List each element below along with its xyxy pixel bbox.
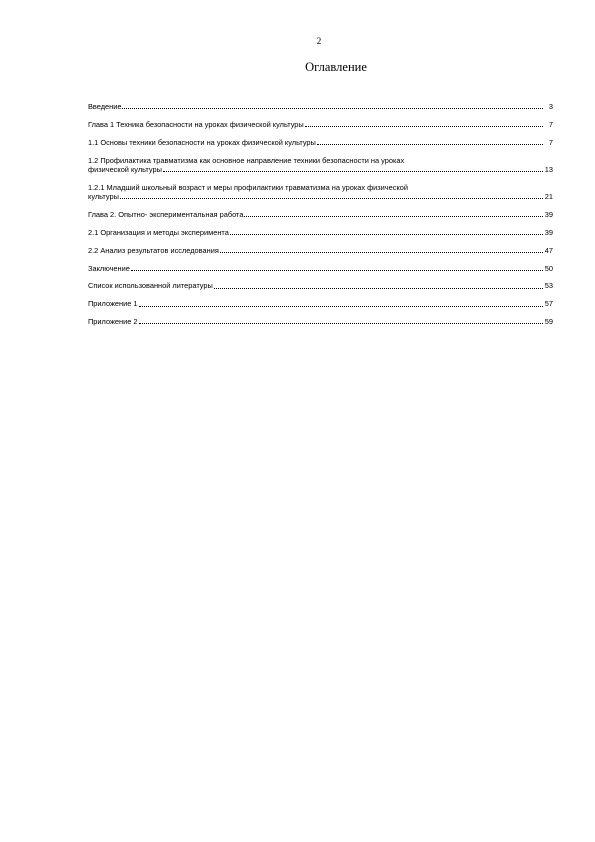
toc-page-number: 21 bbox=[544, 191, 553, 201]
toc-entry-line bbox=[88, 281, 553, 290]
toc-entry-line bbox=[88, 120, 553, 129]
toc-leader-dots bbox=[139, 322, 543, 324]
page-title: Оглавление bbox=[305, 60, 367, 74]
toc-page-number: 39 bbox=[544, 227, 553, 237]
toc-entry[interactable] bbox=[88, 246, 553, 255]
toc-leader-dots bbox=[139, 305, 543, 307]
toc-page-number: 13 bbox=[544, 164, 553, 174]
toc-leader-dots bbox=[305, 125, 543, 127]
toc-page-number: 39 bbox=[544, 209, 553, 219]
toc-entry-title: физической культуры bbox=[88, 164, 162, 174]
toc-entry-title: Приложение 2 bbox=[88, 317, 138, 327]
toc-entry-title: Приложение 1 bbox=[88, 299, 138, 309]
toc-entry-line bbox=[88, 246, 553, 255]
toc-entry-line bbox=[88, 138, 553, 147]
toc-entry-title: Глава 2. Опытно- экспериментальная работа bbox=[88, 209, 244, 219]
toc-entry-line bbox=[88, 165, 553, 174]
toc-entry-title: культуры bbox=[88, 191, 119, 201]
table-of-contents bbox=[88, 102, 553, 335]
toc-entry[interactable] bbox=[88, 317, 553, 326]
toc-entry-line bbox=[88, 210, 553, 219]
toc-page-number: 53 bbox=[544, 281, 553, 291]
toc-entry-title: 2.1 Организация и методы эксперимента bbox=[88, 227, 229, 237]
toc-leader-dots bbox=[120, 197, 543, 199]
toc-page-number: 47 bbox=[544, 245, 553, 255]
toc-page-number: 3 bbox=[548, 102, 553, 111]
toc-page-number: 7 bbox=[548, 119, 553, 129]
toc-page-number: 59 bbox=[544, 317, 553, 327]
toc-entry[interactable] bbox=[88, 138, 553, 147]
toc-leader-dots bbox=[244, 215, 542, 217]
toc-leader-dots bbox=[131, 269, 543, 271]
toc-entry-title: Заключение bbox=[88, 263, 130, 273]
toc-entry-title-line1: 1.2.1 Младший школьный возраст и меры профилактики травматизма на уроках физической bbox=[88, 182, 409, 192]
toc-leader-dots bbox=[230, 233, 543, 235]
toc-page-number: 57 bbox=[544, 299, 553, 309]
toc-entry-title: Введение bbox=[88, 102, 122, 111]
toc-entry[interactable] bbox=[88, 228, 553, 237]
toc-entry-title-line1: 1.2 Профилактика травматизма как основное направление техники безопасности на уроках bbox=[88, 155, 405, 165]
toc-entry-line bbox=[88, 264, 553, 273]
toc-entry-line bbox=[88, 102, 553, 111]
page-number: 2 bbox=[316, 36, 322, 46]
toc-entry-title: Глава 1 Техника безопасности на уроках физической культуры bbox=[88, 119, 304, 129]
toc-entry[interactable] bbox=[88, 183, 553, 201]
toc-leader-dots bbox=[122, 107, 543, 109]
toc-entry-line bbox=[88, 299, 553, 308]
toc-entry[interactable] bbox=[88, 299, 553, 308]
toc-entry-line bbox=[88, 228, 553, 237]
toc-entry[interactable] bbox=[88, 102, 553, 111]
toc-entry[interactable] bbox=[88, 210, 553, 219]
toc-leader-dots bbox=[220, 251, 543, 253]
toc-entry-title: 1.1 Основы техники безопасности на уроках физической культуры bbox=[88, 137, 316, 147]
toc-leader-dots bbox=[214, 287, 543, 289]
toc-page-number: 7 bbox=[548, 137, 553, 147]
toc-entry[interactable] bbox=[88, 264, 553, 273]
toc-entry[interactable] bbox=[88, 156, 553, 174]
toc-entry-line bbox=[88, 317, 553, 326]
toc-leader-dots bbox=[163, 170, 543, 172]
toc-entry-line bbox=[88, 192, 553, 201]
toc-entry-title: 2.2 Анализ результатов исследования bbox=[88, 245, 219, 255]
toc-entry[interactable] bbox=[88, 281, 553, 290]
toc-entry-title: Список использованной литературы bbox=[88, 281, 213, 291]
toc-leader-dots bbox=[317, 143, 543, 145]
toc-entry[interactable] bbox=[88, 120, 553, 129]
toc-page-number: 50 bbox=[544, 263, 553, 273]
